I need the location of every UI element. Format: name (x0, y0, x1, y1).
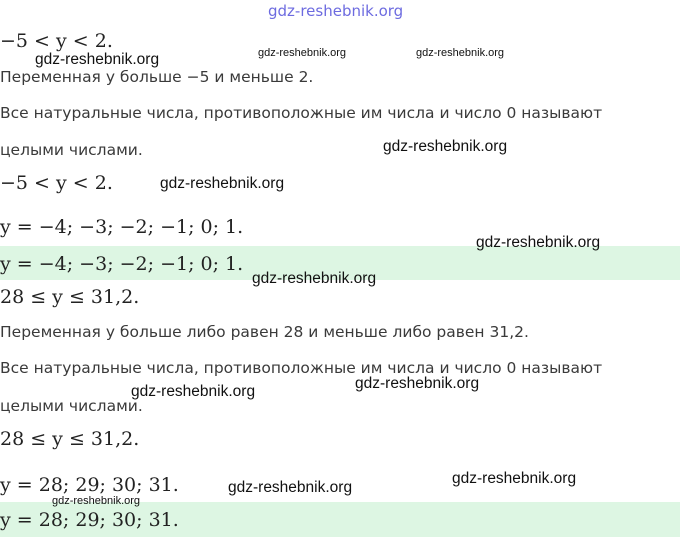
watermark-3: gdz-reshebnik.org (416, 47, 505, 59)
watermark-10: gdz-reshebnik.org (452, 470, 577, 487)
watermark-top: gdz-reshebnik.org (268, 2, 404, 20)
watermark-6: gdz-reshebnik.org (476, 234, 601, 251)
watermark-1: gdz-reshebnik.org (35, 51, 160, 68)
watermark-8: gdz-reshebnik.org (131, 383, 256, 400)
inequality-line-2: −5 < y < 2. (0, 172, 113, 194)
inequality-line-1: −5 < y < 2. (0, 30, 113, 52)
solution-line-2: y = 28; 29; 30; 31. (0, 474, 179, 496)
watermark-9: gdz-reshebnik.org (355, 375, 480, 392)
watermark-11: gdz-reshebnik.org (228, 479, 353, 496)
watermark-12: gdz-reshebnik.org (52, 495, 141, 507)
definition-line-1b: целыми числами. (0, 141, 143, 159)
answer-line-2: y = 28; 29; 30; 31. (0, 509, 179, 531)
solution-line-1: y = −4; −3; −2; −1; 0; 1. (0, 216, 244, 238)
inequality-line-4: 28 ≤ y ≤ 31,2. (0, 428, 140, 450)
answer-line-1: y = −4; −3; −2; −1; 0; 1. (0, 253, 244, 275)
watermark-4: gdz-reshebnik.org (383, 138, 508, 155)
watermark-7: gdz-reshebnik.org (252, 270, 377, 287)
definition-line-2b: целыми числами. (0, 397, 143, 415)
description-line-2: Переменная y больше либо равен 28 и меньше либо равен 31,2. (0, 323, 529, 341)
definition-line-2a: Все натуральные числа, противоположные им числа и число 0 называют (0, 359, 603, 377)
description-line-1: Переменная y больше −5 и меньше 2. (0, 68, 314, 86)
inequality-line-3: 28 ≤ y ≤ 31,2. (0, 286, 140, 308)
definition-line-1a: Все натуральные числа, противоположные им числа и число 0 называют (0, 104, 603, 122)
watermark-5: gdz-reshebnik.org (160, 175, 285, 192)
watermark-2: gdz-reshebnik.org (258, 47, 347, 59)
